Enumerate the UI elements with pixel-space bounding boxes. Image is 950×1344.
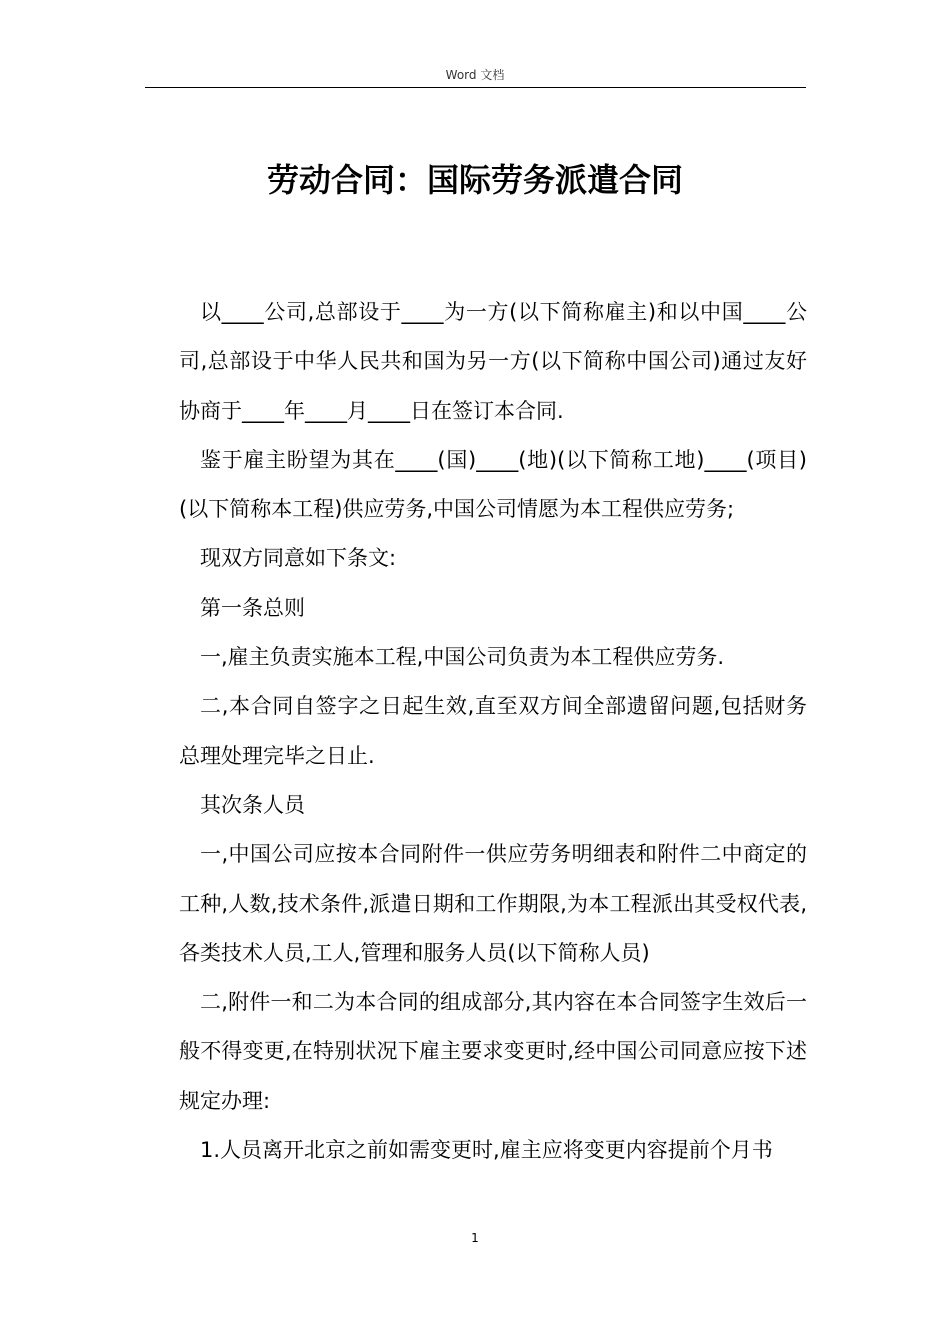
article-heading-2: 其次条人员 [200,792,305,817]
page-header-label: Word 文档 [445,68,505,82]
article-2-clause-2: 二,附件一和二为本合同的组成部分,其内容在本合同签字生效后一般不得变更,在特别状况下雇主要求变更时,经中国公司同意应按下述规定办理: [179,990,807,1113]
paragraph-whereas: 鉴于雇主盼望为其在____(国)____(地)(以下简称工地)____(项目)(以下简称本工程)供应劳务,中国公司情愿为本工程供应劳务; [179,447,807,522]
page-number: 1 [471,1231,479,1245]
article-heading-1: 第一条总则 [200,595,305,620]
article-2-clause-1: 一,中国公司应按本合同附件一供应劳务明细表和附件二中商定的工种,人数,技术条件,派遣日期和工作期限,为本工程派出其受权代表,各类技术人员,工人,管理和服务人员(以下简称人员) [179,842,807,965]
paragraph-agreement: 现双方同意如下条文: [200,546,397,571]
article-1-clause-1: 一,雇主负责实施本工程,中国公司负责为本工程供应劳务. [200,645,725,670]
document-title: 劳动合同：国际劳务派遣合同 [266,161,683,199]
header-divider [145,87,806,88]
document-body [179,288,807,1175]
article-1-clause-2: 二,本合同自签字之日起生效,直至双方间全部遗留问题,包括财务总理处理完毕之日止. [179,694,807,768]
article-2-item-1: 1.人员离开北京之前如需变更时,雇主应将变更内容提前个月书 [200,1138,773,1163]
paragraph-intro: 以____公司,总部设于____为一方(以下简称雇主)和以中国____公司,总部设于中华人民共和国为另一方(以下简称中国公司)通过友好协商于____年____月____日在签订本合同. [179,300,807,423]
